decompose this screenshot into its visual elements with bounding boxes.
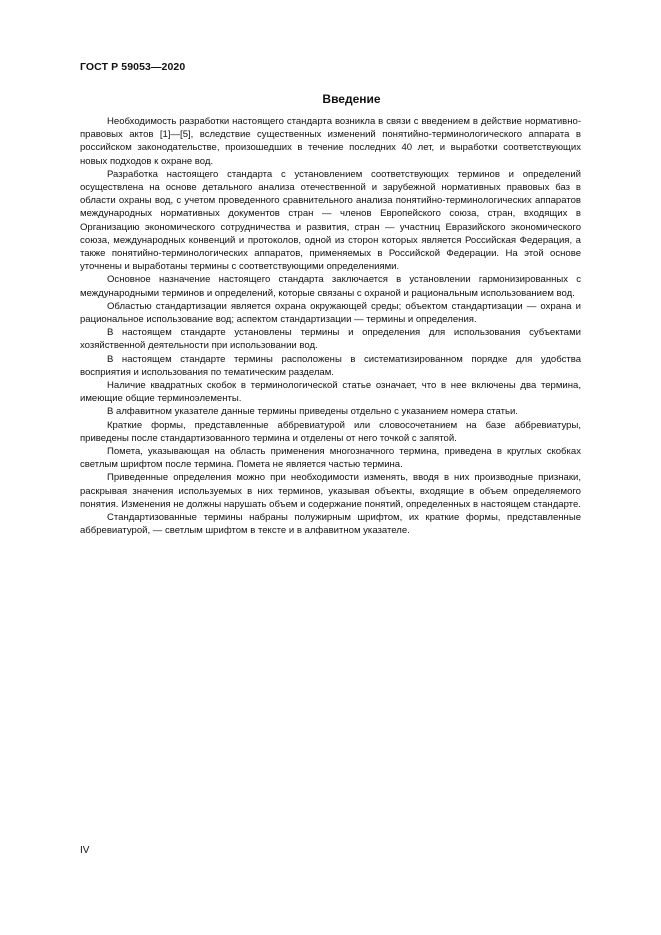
- paragraph: В настоящем стандарте установлены термины и определения для использования субъектами хозяйственной деятельности при использовании вод.: [80, 327, 581, 352]
- page-number: IV: [80, 845, 90, 856]
- paragraph: Областью стандартизации является охрана окружающей среды; объектом стандартизации — охрана и рациональное использование вод; аспектом стандартизации — термины и определения.: [80, 300, 581, 326]
- document-code: ГОСТ Р 59053—2020: [80, 61, 186, 73]
- paragraph: Приведенные определения можно при необходимости изменять, вводя в них производные признаки, раскрывая значения используемых в них терминов, указывая объекты, входящие в объем определяемого понятия. Изменения не должны нарушать объем и содержание понятий, определенных в настоящем стандарте.: [80, 472, 581, 510]
- paragraph: Основное назначение настоящего стандарта заключается в установлении гармонизированных с международными терминов и определений, которые связаны с охраной и рациональным использованием вод.: [80, 274, 581, 299]
- section-title: Введение: [322, 92, 381, 106]
- paragraph: В настоящем стандарте термины расположены в систематизированном порядке для удобства восприятия и использования по тематическим разделам.: [80, 353, 581, 378]
- paragraph: В алфавитном указателе данные термины приведены отдельно с указанием номера статьи.: [107, 406, 518, 418]
- paragraph: Разработка настоящего стандарта с установлением соответствующих терминов и определений осуществлена на основе детального анализа отечественной и зарубежной нормативных правовых баз в области охраны вод, с учетом проведенного сравнительного анализа понятийно-терминологических аппаратов международных нормативных документов стран — членов Европейского союза, стран, входящих в Организацию экономического сотрудничества и развития, стран — участниц Евразийского экономического союза, международных конвенций и протоколов, одной из сторон которых является Российская Федерация, а также понятийно-терминологических аппаратов, применяемых в Российской Федерации. На этой основе уточнены и выработаны термины с соответствующими определениями.: [80, 168, 581, 273]
- paragraph: Краткие формы, представленные аббревиатурой или словосочетанием на базе аббревиатуры, приведены после стандартизованного термина и отделены от него точкой с запятой.: [80, 419, 581, 444]
- paragraph: Стандартизованные термины набраны полужирным шрифтом, их краткие формы, представленные аббревиатурой, — светлым шрифтом в тексте и в алфавитном указателе.: [80, 512, 581, 537]
- paragraph: Помета, указывающая на область применения многозначного термина, приведена в круглых скобках светлым шрифтом после термина. Помета не является частью термина.: [80, 446, 581, 471]
- paragraph: Наличие квадратных скобок в терминологической статье означает, что в нее включены два термина, имеющие общие терминоэлементы.: [80, 380, 581, 405]
- paragraph: Необходимость разработки настоящего стандарта возникла в связи с введением в действие нормативно-правовых актов [1]—[5], вследствие существенных изменений понятийно-терминологического аппарата в российском законодательстве, произошедших в течение последних 40 лет, и выработки соответствующих новых подходов к охране вод.: [80, 116, 581, 167]
- document-body: [80, 115, 581, 538]
